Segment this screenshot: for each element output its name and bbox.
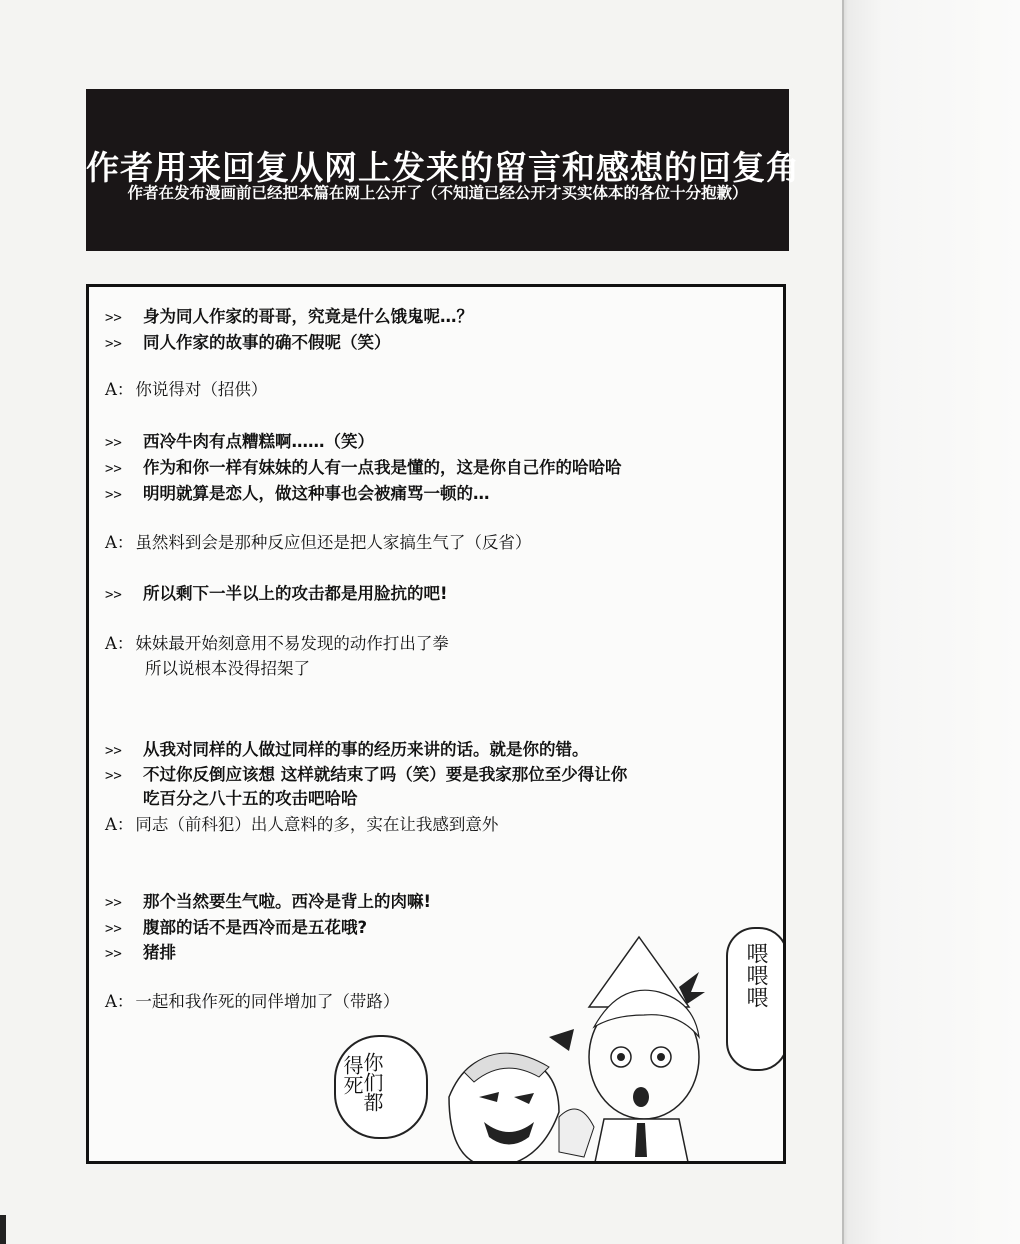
quote-marker: >> <box>105 743 122 759</box>
question-line <box>105 303 473 327</box>
answer-text: 妹妹最开始刻意用不易发现的动作打出了拳 <box>135 634 449 653</box>
answer-text: 你说得对（招供） <box>135 380 268 399</box>
quote-marker: >> <box>105 587 122 603</box>
quote-marker: >> <box>105 487 122 503</box>
next-page-edge <box>842 0 1020 1244</box>
question-text: 猪排 <box>143 943 176 962</box>
quote-marker: >> <box>105 768 122 784</box>
question-continuation: 吃百分之八十五的攻击吧哈哈 <box>143 789 358 808</box>
question-text: 同人作家的故事的确不假呢（笑） <box>143 333 391 352</box>
quote-marker: >> <box>105 921 122 937</box>
question-line <box>105 888 431 912</box>
qa-panel <box>86 284 786 1164</box>
question-text: 从我对同样的人做过同样的事的经历来讲的话。就是你的错。 <box>143 740 589 759</box>
bubble-text-left-1: 你们都 <box>360 1052 384 1112</box>
scan-shadow <box>0 1215 6 1244</box>
answer-line <box>105 988 399 1012</box>
quote-marker: >> <box>105 461 122 477</box>
quote-marker: >> <box>105 946 122 962</box>
question-line <box>105 454 622 478</box>
question-text: 西冷牛肉有点糟糕啊……（笑） <box>143 432 374 451</box>
header-banner <box>86 89 800 251</box>
manga-illustration <box>340 897 786 1164</box>
answer-prefix: A： <box>105 634 134 653</box>
question-line <box>105 480 490 504</box>
header-title: 作者用来回复从网上发来的留言和感想的回复角 <box>86 148 800 187</box>
quote-marker: >> <box>105 435 122 451</box>
question-line <box>105 580 448 604</box>
question-text: 不过你反倒应该想 这样就结束了吗（笑）要是我家那位至少得让你 <box>143 765 628 784</box>
question-text: 所以剩下一半以上的攻击都是用脸抗的吧! <box>143 584 448 603</box>
question-line <box>105 761 627 785</box>
question-text: 身为同人作家的哥哥，究竟是什么饿鬼呢…？ <box>143 307 473 326</box>
quote-marker: >> <box>105 895 122 911</box>
answer-prefix: A： <box>105 533 134 552</box>
answer-prefix: A： <box>105 815 134 834</box>
question-line <box>105 736 589 760</box>
answer-prefix: A： <box>105 380 134 399</box>
question-line <box>105 329 391 353</box>
answer-text: 同志（前科犯）出人意料的多，实在让我感到意外 <box>135 815 499 834</box>
answer-continuation: 所以说根本没得招架了 <box>145 659 310 678</box>
question-text: 腹部的话不是西冷而是五花哦? <box>143 918 368 937</box>
header-subtitle: 作者在发布漫画前已经把本篇在网上公开了（不知道已经公开才买实体本的各位十分抱歉） <box>127 184 748 202</box>
answer-line <box>105 630 449 654</box>
answer-prefix: A： <box>105 992 134 1011</box>
question-text: 作为和你一样有妹妹的人有一点我是懂的，这是你自己作的哈哈哈 <box>143 458 622 477</box>
answer-text: 一起和我作死的同伴增加了（带路） <box>135 992 400 1011</box>
question-line <box>105 939 176 963</box>
question-line <box>105 428 374 452</box>
answer-line <box>105 529 531 553</box>
question-text: 那个当然要生气啦。西冷是背上的肉嘛! <box>143 892 432 911</box>
bubble-text-left-2: 得死 <box>340 1055 364 1095</box>
question-line <box>105 914 367 938</box>
answer-line <box>105 811 498 835</box>
answer-line <box>105 376 267 400</box>
question-text: 明明就算是恋人，做这种事也会被痛骂一顿的… <box>143 484 490 503</box>
quote-marker: >> <box>105 310 122 326</box>
bubble-text-right: 喂喂喂 <box>743 942 768 1008</box>
page-gutter-line <box>842 0 844 1244</box>
answer-text: 虽然料到会是那种反应但还是把人家搞生气了（反省） <box>135 533 532 552</box>
quote-marker: >> <box>105 336 122 352</box>
